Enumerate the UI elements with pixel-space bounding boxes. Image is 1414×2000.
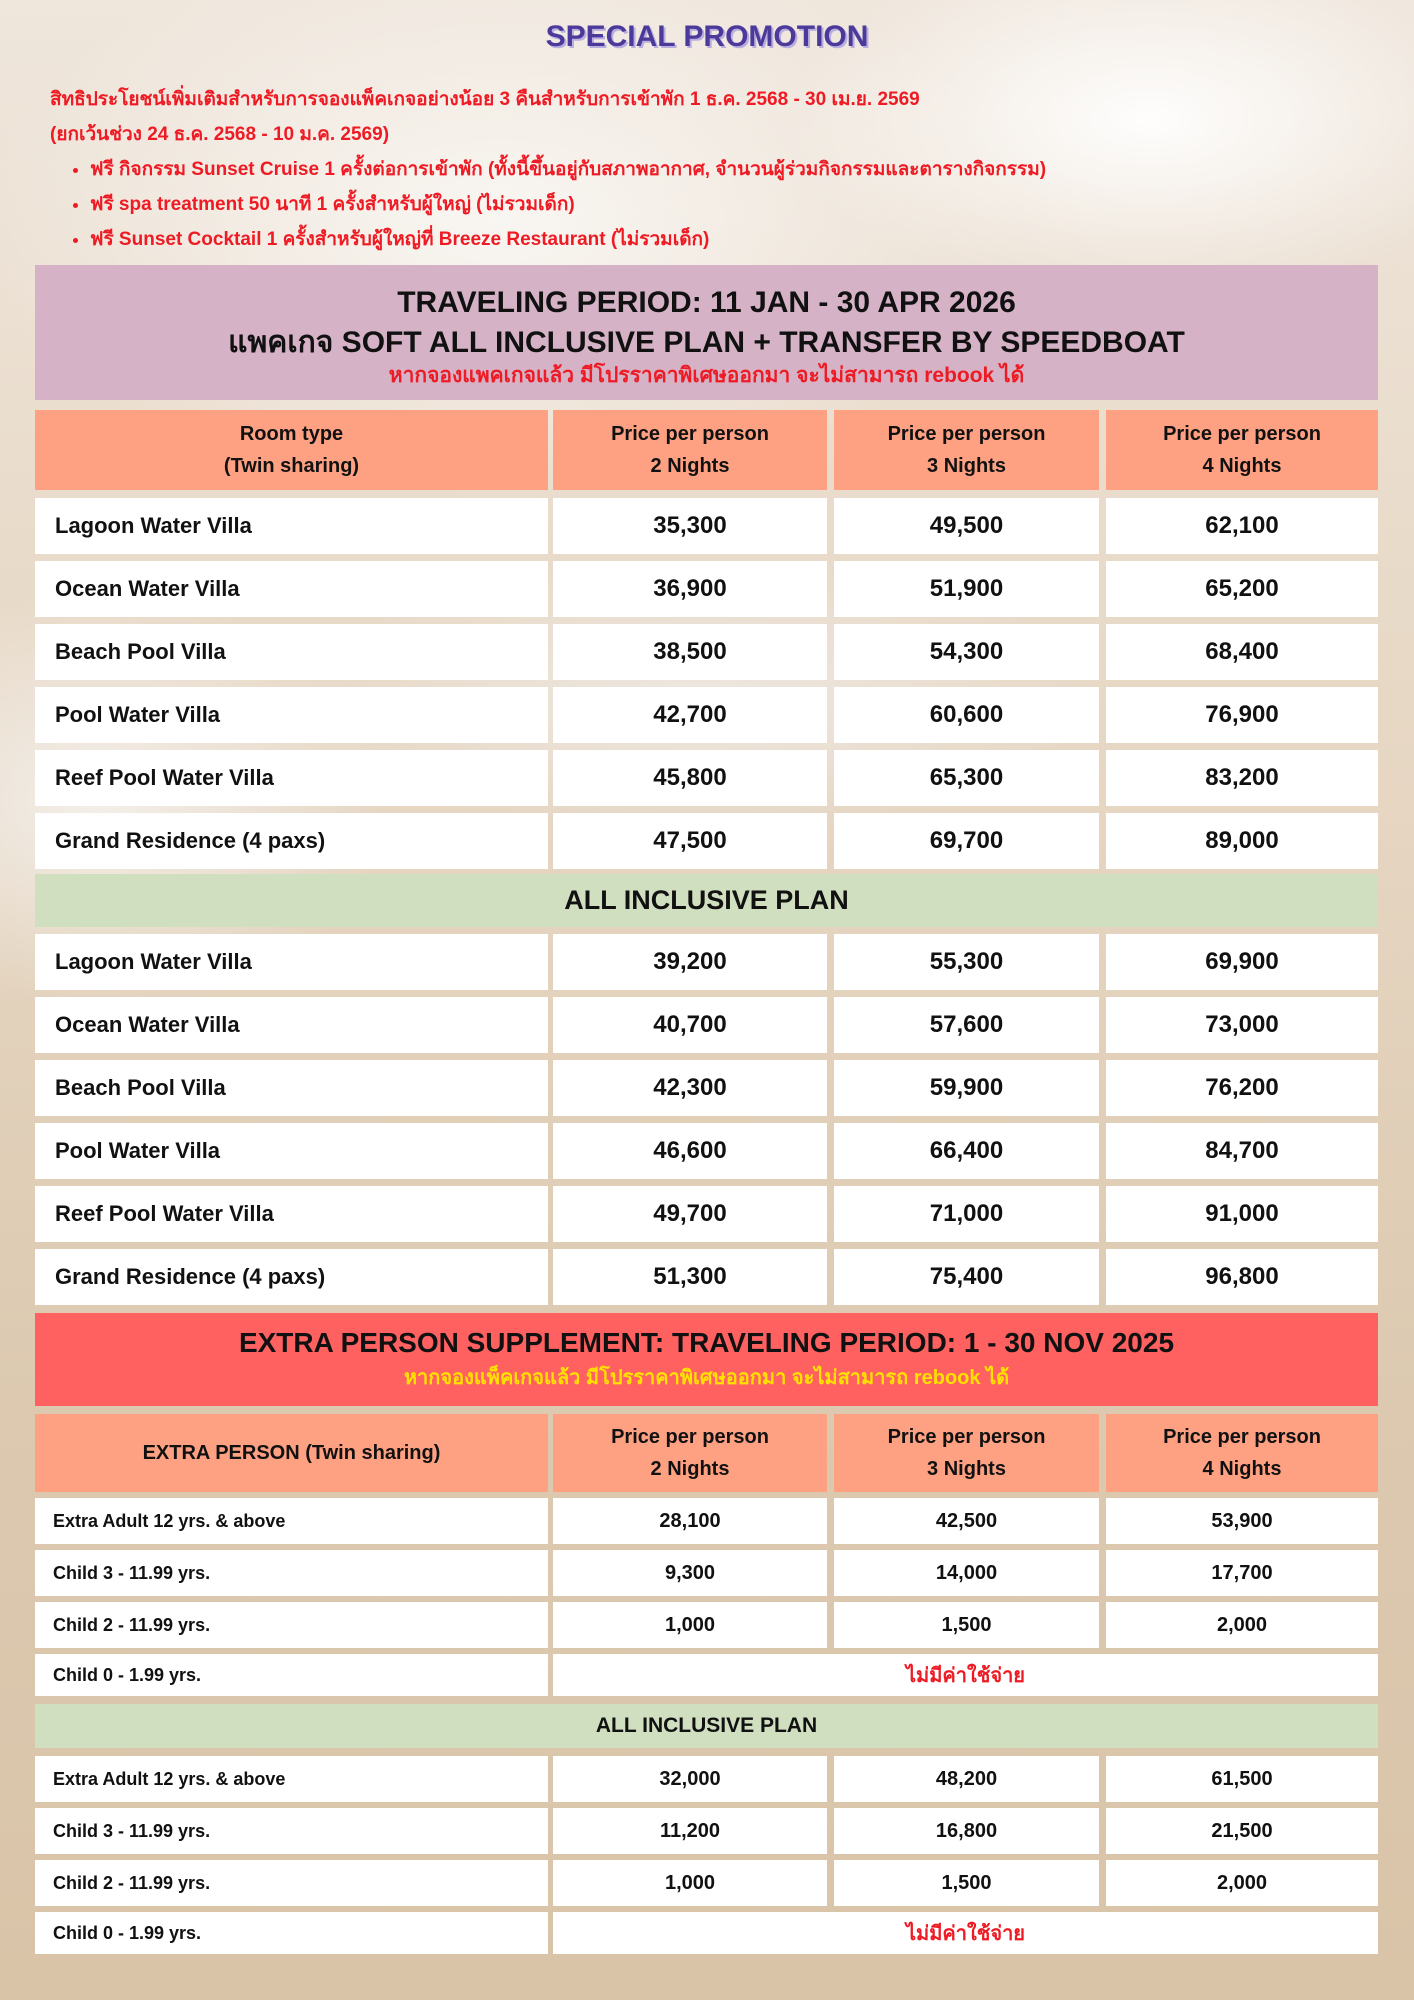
promo-line-1: สิทธิประโยชน์เพิ่มเติมสำหรับการจองแพ็คเกจอย่างน้อย 3 คืนสำหรับการเข้าพัก 1 ธ.ค. 2568 - 30 เม.ย. 2569 [50, 89, 920, 110]
column-header: Price per person 2 Nights [553, 1414, 827, 1492]
price-3-nights-cell: 60,600 [834, 687, 1099, 743]
price-2-nights-cell: 11,200 [553, 1808, 827, 1854]
room-type-cell: Grand Residence (4 paxs) [35, 1249, 548, 1305]
price-2-nights-cell: 51,300 [553, 1249, 827, 1305]
column-header: Price per person 4 Nights [1106, 410, 1378, 490]
table-row [35, 750, 1378, 806]
room-type-cell: Beach Pool Villa [35, 1060, 548, 1116]
room-type-cell: Extra Adult 12 yrs. & above [35, 1756, 548, 1802]
price-3-nights-cell: 59,900 [834, 1060, 1099, 1116]
price-2-nights-cell: 35,300 [553, 498, 827, 554]
table-row [35, 997, 1378, 1053]
price-4-nights-cell: 68,400 [1106, 624, 1378, 680]
free-of-charge-cell: ไม่มีค่าใช้จ่าย [553, 1912, 1378, 1954]
room-type-cell: Lagoon Water Villa [35, 934, 548, 990]
price-4-nights-cell: 53,900 [1106, 1498, 1378, 1544]
price-3-nights-cell: 65,300 [834, 750, 1099, 806]
price-2-nights-cell: 46,600 [553, 1123, 827, 1179]
all-inclusive-plan-band: ALL INCLUSIVE PLAN [35, 1704, 1378, 1748]
table-row [35, 1060, 1378, 1116]
price-3-nights-cell: 66,400 [834, 1123, 1099, 1179]
table-row [35, 934, 1378, 990]
price-4-nights-cell: 65,200 [1106, 561, 1378, 617]
section2-rebook-note: หากจองแพ็คเกจแล้ว มีโปรราคาพิเศษออกมา จะไม่สามารถ rebook ได้ [403, 1367, 1010, 1389]
section1-period-heading: TRAVELING PERIOD: 11 JAN - 30 APR 2026 [397, 286, 1016, 319]
price-2-nights-cell: 36,900 [553, 561, 827, 617]
price-3-nights-cell: 42,500 [834, 1498, 1099, 1544]
price-4-nights-cell: 69,900 [1106, 934, 1378, 990]
price-4-nights-cell: 83,200 [1106, 750, 1378, 806]
section1-header-band [35, 265, 1378, 400]
price-3-nights-cell: 16,800 [834, 1808, 1099, 1854]
section2-period-heading: EXTRA PERSON SUPPLEMENT: TRAVELING PERIOD: 1 - 30 NOV 2025 [238, 1327, 1175, 1358]
room-type-cell: Pool Water Villa [35, 1123, 548, 1179]
column-header-row [35, 1414, 1378, 1492]
table-row-infant [35, 1654, 1378, 1696]
price-2-nights-cell: 39,200 [553, 934, 827, 990]
promo-line-2: (ยกเว้นช่วง 24 ธ.ค. 2568 - 10 ม.ค. 2569) [50, 124, 390, 145]
table-row [35, 498, 1378, 554]
price-4-nights-cell: 96,800 [1106, 1249, 1378, 1305]
price-3-nights-cell: 75,400 [834, 1249, 1099, 1305]
price-2-nights-cell: 9,300 [553, 1550, 827, 1596]
price-4-nights-cell: 62,100 [1106, 498, 1378, 554]
price-2-nights-cell: 49,700 [553, 1186, 827, 1242]
price-3-nights-cell: 71,000 [834, 1186, 1099, 1242]
price-2-nights-cell: 1,000 [553, 1860, 827, 1906]
table-row-infant [35, 1912, 1378, 1954]
price-3-nights-cell: 49,500 [834, 498, 1099, 554]
free-of-charge-cell: ไม่มีค่าใช้จ่าย [553, 1654, 1378, 1696]
column-header: Room type (Twin sharing) [35, 410, 548, 490]
room-type-cell: Child 0 - 1.99 yrs. [35, 1912, 548, 1954]
column-header-row [35, 410, 1378, 490]
column-header: Price per person 4 Nights [1106, 1414, 1378, 1492]
room-type-cell: Child 3 - 11.99 yrs. [35, 1808, 548, 1854]
section2-header-band [35, 1313, 1378, 1406]
room-type-cell: Beach Pool Villa [35, 624, 548, 680]
room-type-cell: Child 2 - 11.99 yrs. [35, 1602, 548, 1648]
table-row [35, 1550, 1378, 1596]
price-3-nights-cell: 1,500 [834, 1860, 1099, 1906]
table-row [35, 1602, 1378, 1648]
promo-benefit: • ฟรี spa treatment 50 นาที 1 ครั้งสำหรับผู้ใหญ่ (ไม่รวมเด็ก) [90, 187, 1380, 222]
room-type-cell: Grand Residence (4 paxs) [35, 813, 548, 869]
price-3-nights-cell: 14,000 [834, 1550, 1099, 1596]
column-header: Price per person 3 Nights [834, 410, 1099, 490]
price-2-nights-cell: 32,000 [553, 1756, 827, 1802]
room-type-cell: Child 3 - 11.99 yrs. [35, 1550, 548, 1596]
table-row [35, 1186, 1378, 1242]
price-2-nights-cell: 40,700 [553, 997, 827, 1053]
room-type-cell: Lagoon Water Villa [35, 498, 548, 554]
price-4-nights-cell: 17,700 [1106, 1550, 1378, 1596]
room-type-cell: Pool Water Villa [35, 687, 548, 743]
room-type-cell: Reef Pool Water Villa [35, 1186, 548, 1242]
price-2-nights-cell: 45,800 [553, 750, 827, 806]
table-row [35, 687, 1378, 743]
price-3-nights-cell: 69,700 [834, 813, 1099, 869]
table-row [35, 624, 1378, 680]
room-type-cell: Child 0 - 1.99 yrs. [35, 1654, 548, 1696]
room-type-cell: Reef Pool Water Villa [35, 750, 548, 806]
price-2-nights-cell: 42,300 [553, 1060, 827, 1116]
price-3-nights-cell: 1,500 [834, 1602, 1099, 1648]
price-4-nights-cell: 84,700 [1106, 1123, 1378, 1179]
price-3-nights-cell: 48,200 [834, 1756, 1099, 1802]
room-type-cell: Child 2 - 11.99 yrs. [35, 1860, 548, 1906]
price-2-nights-cell: 47,500 [553, 813, 827, 869]
promo-block [50, 82, 1380, 257]
price-4-nights-cell: 2,000 [1106, 1602, 1378, 1648]
table-row [35, 1756, 1378, 1802]
section1-package-heading: แพคเกจ SOFT ALL INCLUSIVE PLAN + TRANSFER BY SPEEDBOAT [228, 326, 1185, 359]
price-2-nights-cell: 38,500 [553, 624, 827, 680]
table-row [35, 561, 1378, 617]
room-type-cell: Ocean Water Villa [35, 997, 548, 1053]
price-4-nights-cell: 76,900 [1106, 687, 1378, 743]
table-row [35, 1249, 1378, 1305]
table-row [35, 1808, 1378, 1854]
promo-benefit: • ฟรี กิจกรรม Sunset Cruise 1 ครั้งต่อการเข้าพัก (ทั้งนี้ขึ้นอยู่กับสภาพอากาศ, จำนวนผู้ร่วมกิจกรรมและตารางกิจกรรม) [90, 152, 1380, 187]
all-inclusive-plan-band: ALL INCLUSIVE PLAN [35, 874, 1378, 927]
column-header: Price per person 2 Nights [553, 410, 827, 490]
price-4-nights-cell: 89,000 [1106, 813, 1378, 869]
promo-benefit-list [50, 152, 1380, 257]
table-row [35, 1123, 1378, 1179]
price-3-nights-cell: 57,600 [834, 997, 1099, 1053]
table-row [35, 1860, 1378, 1906]
price-3-nights-cell: 55,300 [834, 934, 1099, 990]
price-2-nights-cell: 28,100 [553, 1498, 827, 1544]
price-4-nights-cell: 91,000 [1106, 1186, 1378, 1242]
section1-rebook-note: หากจองแพคเกจแล้ว มีโปรราคาพิเศษออกมา จะไม่สามารถ rebook ได้ [388, 364, 1025, 387]
price-4-nights-cell: 73,000 [1106, 997, 1378, 1053]
promo-benefit: • ฟรี Sunset Cocktail 1 ครั้งสำหรับผู้ใหญ่ที่ Breeze Restaurant (ไม่รวมเด็ก) [90, 222, 1380, 257]
price-4-nights-cell: 2,000 [1106, 1860, 1378, 1906]
price-4-nights-cell: 61,500 [1106, 1756, 1378, 1802]
price-3-nights-cell: 51,900 [834, 561, 1099, 617]
price-4-nights-cell: 21,500 [1106, 1808, 1378, 1854]
price-4-nights-cell: 76,200 [1106, 1060, 1378, 1116]
column-header: Price per person 3 Nights [834, 1414, 1099, 1492]
price-2-nights-cell: 1,000 [553, 1602, 827, 1648]
table-row [35, 1498, 1378, 1544]
column-header: EXTRA PERSON (Twin sharing) [35, 1414, 548, 1492]
page-title: SPECIAL PROMOTION [545, 20, 869, 53]
price-2-nights-cell: 42,700 [553, 687, 827, 743]
room-type-cell: Extra Adult 12 yrs. & above [35, 1498, 548, 1544]
room-type-cell: Ocean Water Villa [35, 561, 548, 617]
table-row [35, 813, 1378, 869]
price-3-nights-cell: 54,300 [834, 624, 1099, 680]
